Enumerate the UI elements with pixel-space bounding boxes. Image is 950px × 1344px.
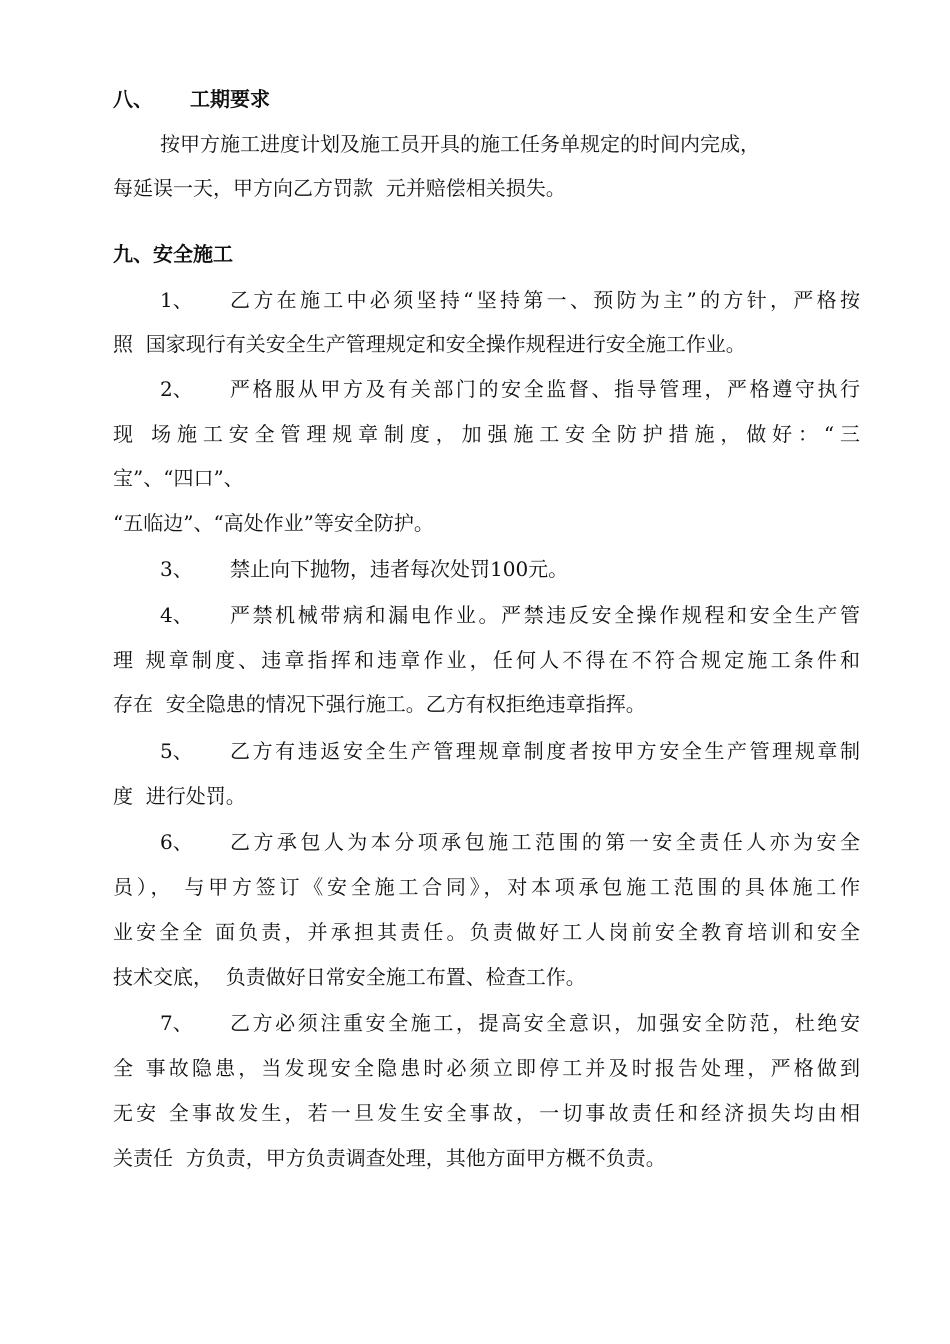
item-1-line-1: 乙方在施工中必须坚持“坚持第一、预防为主”的方针，严格按 (230, 288, 860, 312)
item-7-line-1: 乙方必须注重安全施工，提高安全意识，加强安全防范，杜绝安 (230, 1011, 860, 1035)
item-5-line-2: 度 进行处罚。 (113, 784, 246, 808)
item-3-number: 3、 (160, 557, 193, 581)
section-8-line-2: 每延误一天，甲方向乙方罚款 元并赔偿相关损失。 (113, 176, 566, 200)
section-8-number: 八、 (113, 87, 153, 111)
item-4-line-3: 存在 安全隐患的情况下强行施工。乙方有权拒绝违章指挥。 (113, 692, 646, 716)
item-4-line-2: 理 规章制度、违章指挥和违章作业，任何人不得在不符合规定施工条件和 (113, 648, 860, 672)
item-7-line-2: 全 事故隐患，当发现安全隐患时必须立即停工并及时报告处理，严格做到 (113, 1056, 860, 1080)
item-2-line-4: “五临边”、“高处作业”等安全防护。 (113, 511, 434, 535)
section-8-line-1: 按甲方施工进度计划及施工员开具的施工任务单规定的时间内完成， (160, 132, 760, 156)
item-7-line-4: 关责任 方负责，甲方负责调查处理，其他方面甲方概不负责。 (113, 1146, 666, 1170)
item-7-line-3: 无安 全事故发生，若一旦发生安全事故，一切事故责任和经济损失均由相 (113, 1101, 860, 1125)
item-2-line-3: 宝”、“四口”、 (113, 466, 244, 490)
item-2-number: 2、 (160, 377, 193, 401)
item-4-line-1: 严禁机械带病和漏电作业。严禁违反安全操作规程和安全生产管 (230, 603, 860, 627)
item-6-number: 6、 (160, 830, 193, 854)
item-3-line-1: 禁止向下抛物，违者每次处罚100元。 (230, 557, 569, 581)
item-5-line-1: 乙方有违返安全生产管理规章制度者按甲方安全生产管理规章制 (230, 739, 860, 763)
item-6-line-3: 业安全全 面负责，并承担其责任。负责做好工人岗前安全教育培训和安全 (113, 920, 860, 944)
item-7-number: 7、 (160, 1011, 193, 1035)
item-6-line-1: 乙方承包人为本分项承包施工范围的第一安全责任人亦为安全 (230, 830, 860, 854)
section-8-title: 工期要求 (190, 87, 270, 111)
item-1-number: 1、 (160, 288, 193, 312)
section-9-title: 九、安全施工 (113, 242, 233, 266)
item-4-number: 4、 (160, 603, 193, 627)
item-2-line-1: 严格服从甲方及有关部门的安全监督、指导管理，严格遵守执行 (230, 377, 860, 401)
item-2-line-2: 现 场施工安全管理规章制度，加强施工安全防护措施，做好：“三 (113, 422, 860, 446)
item-1-line-2: 照 国家现行有关安全生产管理规定和安全操作规程进行安全施工作业。 (113, 332, 746, 356)
item-6-line-4: 技术交底， 负责做好日常安全施工布置、检查工作。 (113, 965, 586, 989)
item-6-line-2: 员）， 与甲方签订《安全施工合同》，对本项承包施工范围的具体施工作 (113, 875, 860, 899)
item-5-number: 5、 (160, 739, 193, 763)
